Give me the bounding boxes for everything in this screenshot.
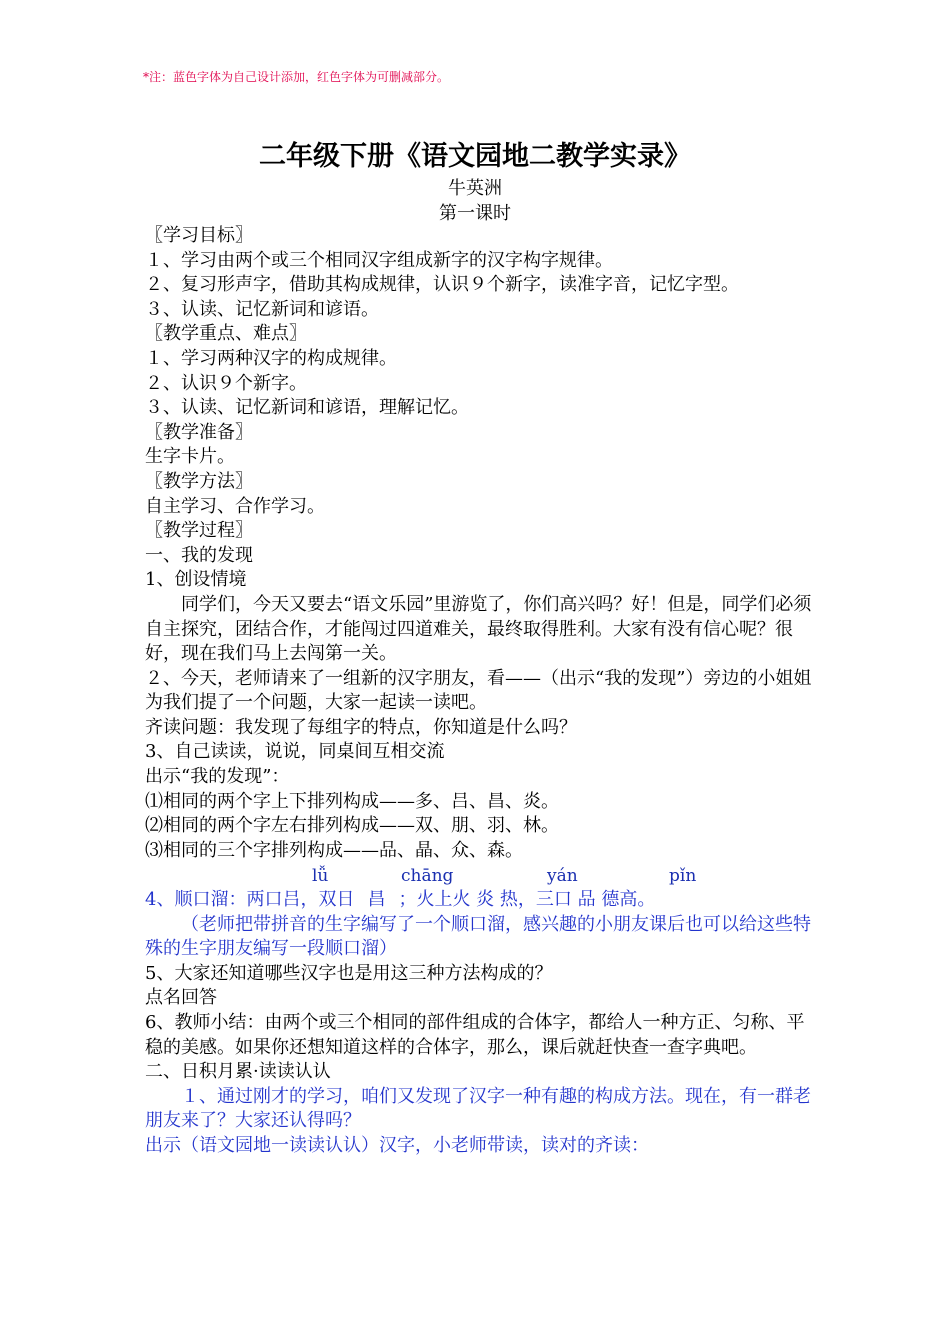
section-heading: 一、我的发现 xyxy=(145,544,253,566)
rhyme-part: 4、顺口溜：两口吕，双日 xyxy=(145,889,355,911)
rhyme-line xyxy=(145,888,813,913)
paragraph: ２、今天，老师请来了一组新的汉字朋友，看——（出示“我的发现”）旁边的小姐姐为我们提了一个问题，大家一起读一读吧。 xyxy=(145,667,812,714)
pinyin-label: pǐn xyxy=(669,866,697,887)
pinyin-row xyxy=(145,863,813,888)
paragraph: 6、教师小结：由两个或三个相同的部件组成的合体字，都给人一种方正、匀称、平稳的美感。如果你还想知道这样的合体字，那么，课后就赶快查一查字典吧。 xyxy=(145,1012,805,1058)
rhyme-part: ；火上火 炎 热，三口 品 德高。 xyxy=(398,889,656,911)
section-heading: 二、日积月累·读读认认 xyxy=(145,1061,331,1083)
author: 牛英洲 xyxy=(448,178,502,199)
rhyme-part: 昌 xyxy=(367,889,386,911)
paragraph: 出示（语文园地一读读认认）汉字，小老师带读，读对的齐读： xyxy=(145,1134,649,1156)
step-heading: 1、创设情境 xyxy=(145,569,247,591)
preparation-text: 生字卡片。 xyxy=(145,446,235,468)
paragraph: 出示“我的发现”： xyxy=(145,766,290,788)
goal-item: ２、复习形声字，借助其构成规律，认识９个新字，读准字音，记忆字型。 xyxy=(145,274,739,296)
goals-header: 〖学习目标〗 xyxy=(145,225,253,246)
key-point-item: ２、认识９个新字。 xyxy=(145,372,307,394)
preparation-header: 〖教学准备〗 xyxy=(145,421,253,443)
pinyin-label: chāng xyxy=(401,866,454,887)
lesson-body xyxy=(145,224,813,1159)
session-label: 第一课时 xyxy=(439,203,511,224)
paragraph: 同学们，今天又要去“语文乐园”里游览了，你们高兴吗？好！但是，同学们必须自主探究，团结合作，才能闯过四道难关，最终取得胜利。大家有没有信心呢？很好，现在我们马上去闯第一关。 xyxy=(145,593,812,665)
paragraph: 5、大家还知道哪些汉字也是用这三种方法构成的？ xyxy=(145,962,553,984)
pinyin-label: yán xyxy=(547,866,578,887)
step-heading: 3、自己读读，说说，同桌间互相交流 xyxy=(145,741,445,763)
key-point-item: １、学习两种汉字的构成规律。 xyxy=(145,347,397,369)
paragraph: １、通过刚才的学习，咱们又发现了汉字一种有趣的构成方法。现在，有一群老朋友来了？大家还认得吗？ xyxy=(145,1085,811,1132)
list-item: ⑴相同的两个字上下排列构成——多、吕、昌、炎。 xyxy=(145,790,559,812)
editor-note: *注：蓝色字体为自己设计添加，红色字体为可删减部分。 xyxy=(143,70,450,84)
method-text: 自主学习、合作学习。 xyxy=(145,495,325,517)
key-point-item: ３、认读、记忆新词和谚语，理解记忆。 xyxy=(145,397,469,419)
goal-item: １、学习由两个或三个相同汉字组成新字的汉字构字规律。 xyxy=(145,249,613,271)
rhyme-note: （老师把带拼音的生字编写了一个顺口溜，感兴趣的小朋友课后也可以给这些特殊的生字朋友编写一段顺口溜） xyxy=(145,913,811,960)
key-points-header: 〖教学重点、难点〗 xyxy=(145,323,307,345)
goal-item: ３、认读、记忆新词和谚语。 xyxy=(145,298,379,320)
paragraph: 点名回答 xyxy=(145,987,217,1009)
list-item: ⑵相同的两个字左右排列构成——双、朋、羽、林。 xyxy=(145,815,559,837)
process-header: 〖教学过程〗 xyxy=(145,520,253,542)
pinyin-label: lǚ xyxy=(312,866,329,887)
page-title: 二年级下册《语文园地二教学实录》 xyxy=(259,141,691,172)
method-header: 〖教学方法〗 xyxy=(145,470,253,492)
list-item: ⑶相同的三个字排列构成——品、晶、众、森。 xyxy=(145,839,523,861)
paragraph: 齐读问题：我发现了每组字的特点，你知道是什么吗？ xyxy=(145,716,577,738)
